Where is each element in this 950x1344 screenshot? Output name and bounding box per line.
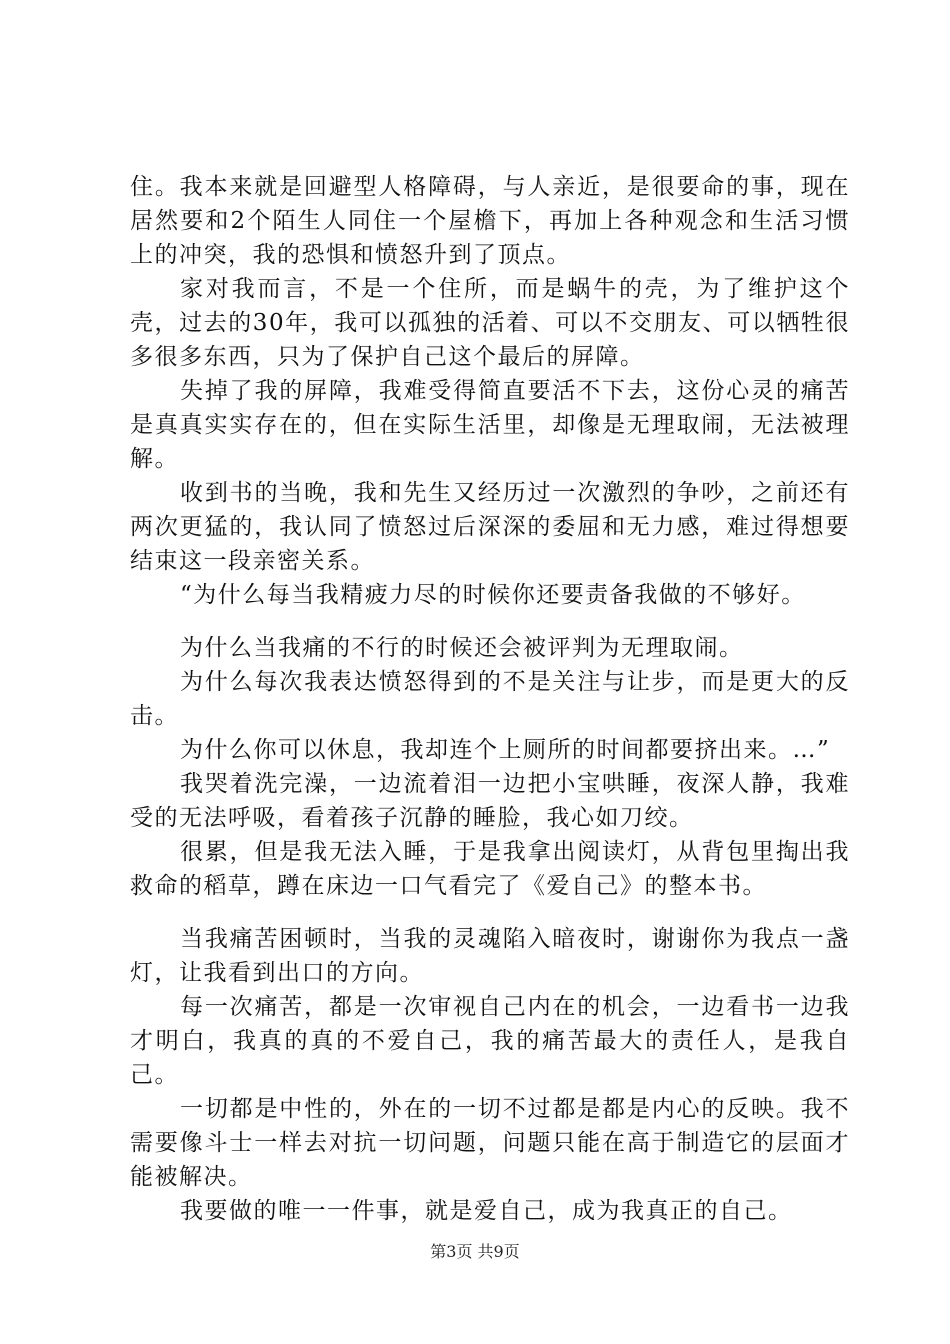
paragraph-13: 一切都是中性的，外在的一切不过都是都是内心的反映。我不需要像斗士一样去对抗一切问题，问题只能在高于制造它的层面才能被解决。	[130, 1096, 850, 1190]
page-number-footer: 第3页 共9页	[430, 1242, 520, 1261]
paragraph-2: 家对我而言，不是一个住所，而是蜗牛的壳，为了维护这个壳，过去的30年，我可以孤独的活着、可以不交朋友、可以牺牲很多很多东西，只为了保护自己这个最后的屏障。	[130, 276, 850, 370]
document-body	[130, 170, 850, 1228]
paragraph-6: 为什么当我痛的不行的时候还会被评判为无理取闹。	[180, 635, 744, 661]
paragraph-14: 我要做的唯一一件事，就是爱自己，成为我真正的自己。	[180, 1198, 793, 1224]
paragraph-11: 当我痛苦困顿时，当我的灵魂陷入暗夜时，谢谢你为我点一盏灯，让我看到出口的方向。	[130, 926, 850, 986]
paragraph-9: 我哭着洗完澡，一边流着泪一边把小宝哄睡，夜深人静，我难受的无法呼吸，看着孩子沉静的睡脸，我心如刀绞。	[130, 771, 850, 831]
paragraph-8: 为什么你可以休息，我却连个上厕所的时间都要挤出来。…”	[180, 737, 831, 763]
paragraph-3: 失掉了我的屏障，我难受得简直要活不下去，这份心灵的痛苦是真真实实存在的，但在实际生活里，却像是无理取闹，无法被理解。	[130, 378, 850, 472]
paragraph-4: 收到书的当晚，我和先生又经历过一次激烈的争吵，之前还有两次更猛的，我认同了愤怒过后深深的委屈和无力感，难过得想要结束这一段亲密关系。	[130, 480, 850, 574]
paragraph-7: 为什么每次我表达愤怒得到的不是关注与让步，而是更大的反击。	[130, 669, 850, 729]
paragraph-1: 住。我本来就是回避型人格障碍，与人亲近，是很要命的事，现在居然要和2个陌生人同住一个屋檐下，再加上各种观念和生活习惯上的冲突，我的恐惧和愤怒升到了顶点。	[130, 174, 850, 268]
paragraph-5: “为什么每当我精疲力尽的时候你还要责备我做的不够好。	[180, 582, 806, 608]
paragraph-12: 每一次痛苦，都是一次审视自己内在的机会，一边看书一边我才明白，我真的真的不爱自己，我的痛苦最大的责任人，是我自己。	[130, 994, 850, 1088]
paragraph-10: 很累，但是我无法入睡，于是我拿出阅读灯，从背包里掏出我救命的稻草，蹲在床边一口气看完了《爱自己》的整本书。	[130, 839, 850, 899]
